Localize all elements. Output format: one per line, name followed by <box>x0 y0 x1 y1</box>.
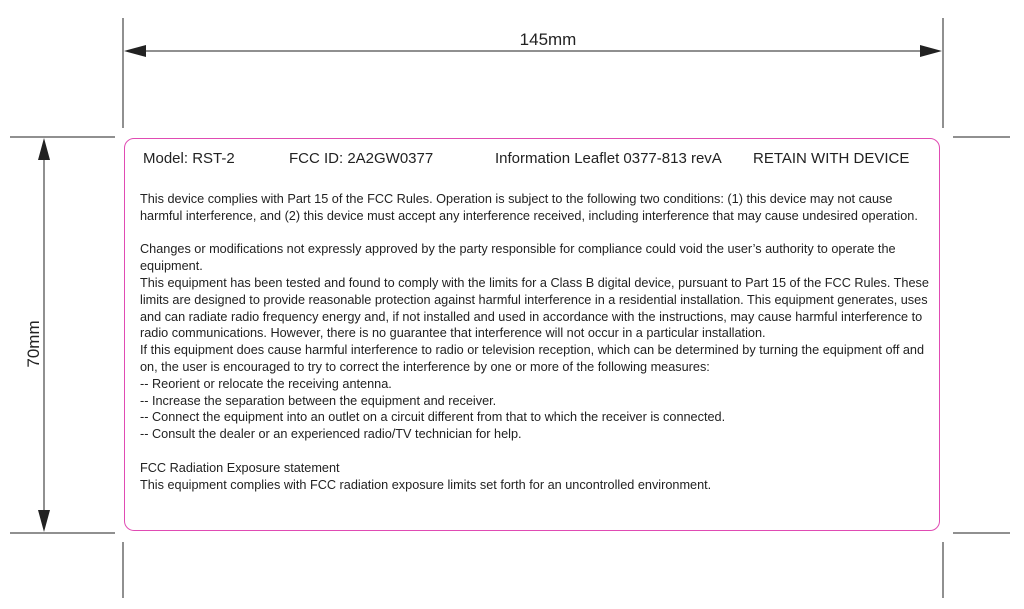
leaflet-reference: Information Leaflet 0377-813 revA <box>495 150 722 167</box>
arrow-down-icon <box>38 510 50 532</box>
measure-item: -- Connect the equipment into an outlet on a circuit different from that to which the receiver is connected. <box>140 410 726 425</box>
retain-notice: RETAIN WITH DEVICE <box>753 150 910 167</box>
arrow-right-icon <box>920 45 942 57</box>
height-dimension-label: 70mm <box>24 320 43 368</box>
measure-item: -- Reorient or relocate the receiving antenna. <box>140 376 392 391</box>
measure-item: -- Increase the separation between the equipment and receiver. <box>140 393 497 408</box>
model-number: Model: RST-2 <box>143 150 235 167</box>
width-dimension-label: 145mm <box>519 30 577 49</box>
radiation-text: This equipment complies with FCC radiation exposure limits set forth for an uncontrolled environment. <box>140 477 712 492</box>
fcc-id: FCC ID: 2A2GW0377 <box>289 150 434 167</box>
radiation-title: FCC Radiation Exposure statement <box>140 460 340 475</box>
device-label <box>124 138 940 531</box>
measure-item: -- Consult the dealer or an experienced radio/TV technician for help. <box>140 427 522 442</box>
compliance-paragraph: This device complies with Part 15 of the FCC Rules. Operation is subject to the following two conditions: (1) this device may not cause harmful interference, and (2) this device must accept any interference received, including interference that may cause undesired operation. <box>140 192 918 223</box>
class-b-paragraph: This equipment has been tested and found to comply with the limits for a Class B digital device, pursuant to Part 15 of the FCC Rules. These limits are designed to provide reasonable protection against harmful interference in a residential installation. This equipment generates, uses and can radiate radio frequency energy and, if not installed and used in accordance with the instructions, may cause harmful interference to radio communications. However, there is no guarantee that interference will not occur in a particular installation. <box>140 275 929 341</box>
interference-paragraph: If this equipment does cause harmful interference to radio or television reception, which can be determined by turning the equipment off and on, the user is encouraged to try to correct the interference by one or more of the following measures: <box>140 343 925 374</box>
arrow-up-icon <box>38 138 50 160</box>
label-body <box>140 191 932 493</box>
label-header <box>143 150 921 170</box>
arrow-left-icon <box>124 45 146 57</box>
changes-paragraph: Changes or modifications not expressly approved by the party responsible for compliance could void the user’s authority to operate the equipment. <box>140 242 896 274</box>
